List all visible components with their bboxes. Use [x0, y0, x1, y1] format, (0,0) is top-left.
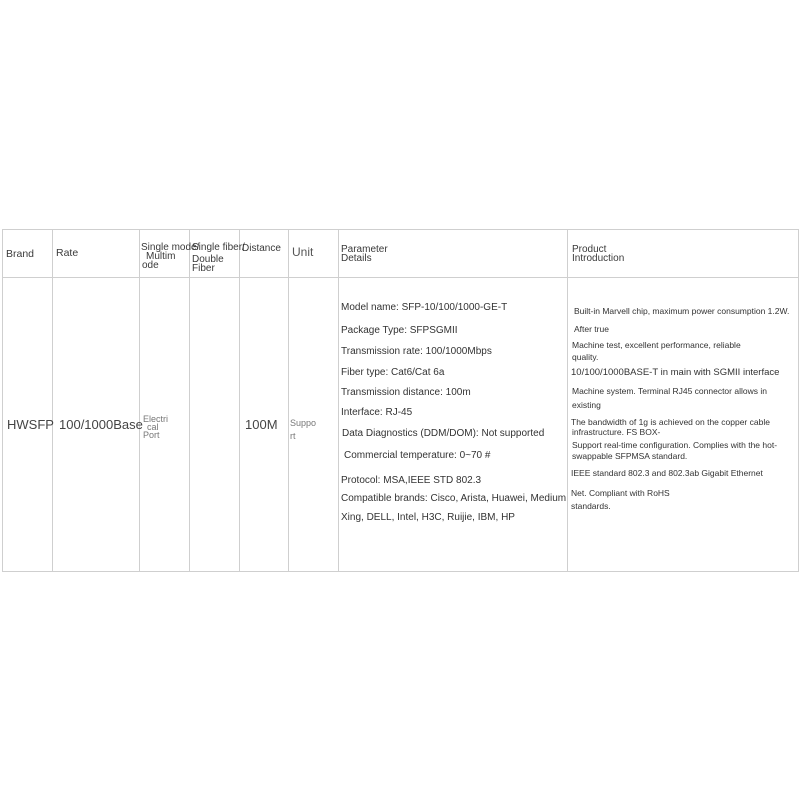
intro-line: Support real-time configuration. Complies with the hot- — [572, 440, 778, 450]
parameter-line: Data Diagnostics (DDM/DOM): Not supported — [342, 428, 545, 439]
header-rate: Rate — [56, 247, 79, 259]
header-product — [572, 245, 624, 263]
header-brand: Brand — [6, 248, 35, 260]
header-parameter-line: Parameter — [341, 244, 388, 255]
intro-line: IEEE standard 802.3 and 802.3ab Gigabit Ethernet — [571, 468, 763, 478]
intro-line: 10/100/1000BASE-T in main with SGMII interface — [571, 367, 780, 378]
intro-line: quality. — [572, 352, 599, 362]
unit-value-line: Suppo — [290, 418, 317, 428]
parameter-line: Transmission distance: 100m — [341, 387, 471, 398]
intro-line: Net. Compliant with RoHS — [571, 488, 670, 498]
header-parameter-line: Details — [341, 253, 372, 264]
intro-line: The bandwidth of 1g is achieved on the copper cable — [571, 417, 770, 427]
parameter-line: Transmission rate: 100/1000Mbps — [341, 346, 492, 357]
header-distance: Distance — [242, 243, 281, 254]
header-fiber — [192, 243, 245, 273]
unit-value — [290, 419, 316, 440]
parameter-line: Interface: RJ-45 — [341, 407, 413, 418]
mode-value-line: cal — [147, 422, 159, 432]
brand-value: HWSFP — [7, 417, 54, 432]
intro-line: standards. — [571, 501, 611, 511]
mode-value-line: Electri — [143, 414, 169, 424]
header-unit: Unit — [292, 245, 314, 259]
parameter-line: Model name: SFP-10/100/1000-GE-T — [341, 302, 508, 313]
parameter-line: Protocol: MSA,IEEE STD 802.3 — [341, 475, 482, 486]
header-fiber-line: Fiber — [192, 263, 215, 274]
header-fiber-line: Double — [192, 254, 224, 265]
intro-line: swappable SFPMSA standard. — [572, 451, 688, 461]
column-divider — [52, 229, 53, 572]
intro-line: existing — [572, 400, 601, 410]
rate-value: 100/1000Base — [59, 417, 143, 432]
intro-line: Machine system. Terminal RJ45 connector allows in — [572, 386, 767, 396]
column-divider — [288, 229, 289, 572]
table-top-border — [2, 229, 799, 230]
intro-line: Machine test, excellent performance, reliable — [572, 340, 741, 350]
mode-value — [143, 415, 168, 439]
header-mode-line: Single mode/ — [141, 242, 200, 253]
table-left-border — [2, 229, 3, 572]
header-row-divider — [2, 277, 799, 278]
header-fiber-line: Single fiber/ — [192, 242, 245, 253]
header-product-line: Product — [572, 244, 607, 255]
parameter-line: Package Type: SFPSGMII — [341, 325, 458, 336]
header-product-line: Introduction — [572, 253, 625, 264]
table-bottom-border — [2, 571, 799, 572]
intro-line: Built-in Marvell chip, maximum power consumption 1.2W. — [574, 306, 790, 316]
parameter-line: Commercial temperature: 0~70 # — [344, 450, 491, 461]
header-mode-line: Multim — [146, 251, 176, 262]
header-mode-line: ode — [142, 260, 159, 271]
column-divider — [338, 229, 339, 572]
table-right-border — [798, 229, 799, 572]
column-divider — [139, 229, 140, 572]
column-divider — [567, 229, 568, 572]
parameter-line: Compatible brands: Cisco, Arista, Huawei, Medium — [341, 493, 567, 504]
column-divider — [189, 229, 190, 572]
intro-line: After true — [574, 324, 609, 334]
header-mode — [141, 243, 199, 270]
parameter-line: Fiber type: Cat6/Cat 6a — [341, 367, 445, 378]
unit-value-line: rt — [290, 431, 296, 441]
parameter-line: Xing, DELL, Intel, H3C, Ruijie, IBM, HP — [341, 512, 515, 523]
column-divider — [239, 229, 240, 572]
distance-value: 100M — [245, 417, 278, 432]
intro-line: infrastructure. FS BOX- — [572, 427, 661, 437]
header-parameter — [341, 245, 388, 263]
mode-value-line: Port — [143, 430, 160, 440]
